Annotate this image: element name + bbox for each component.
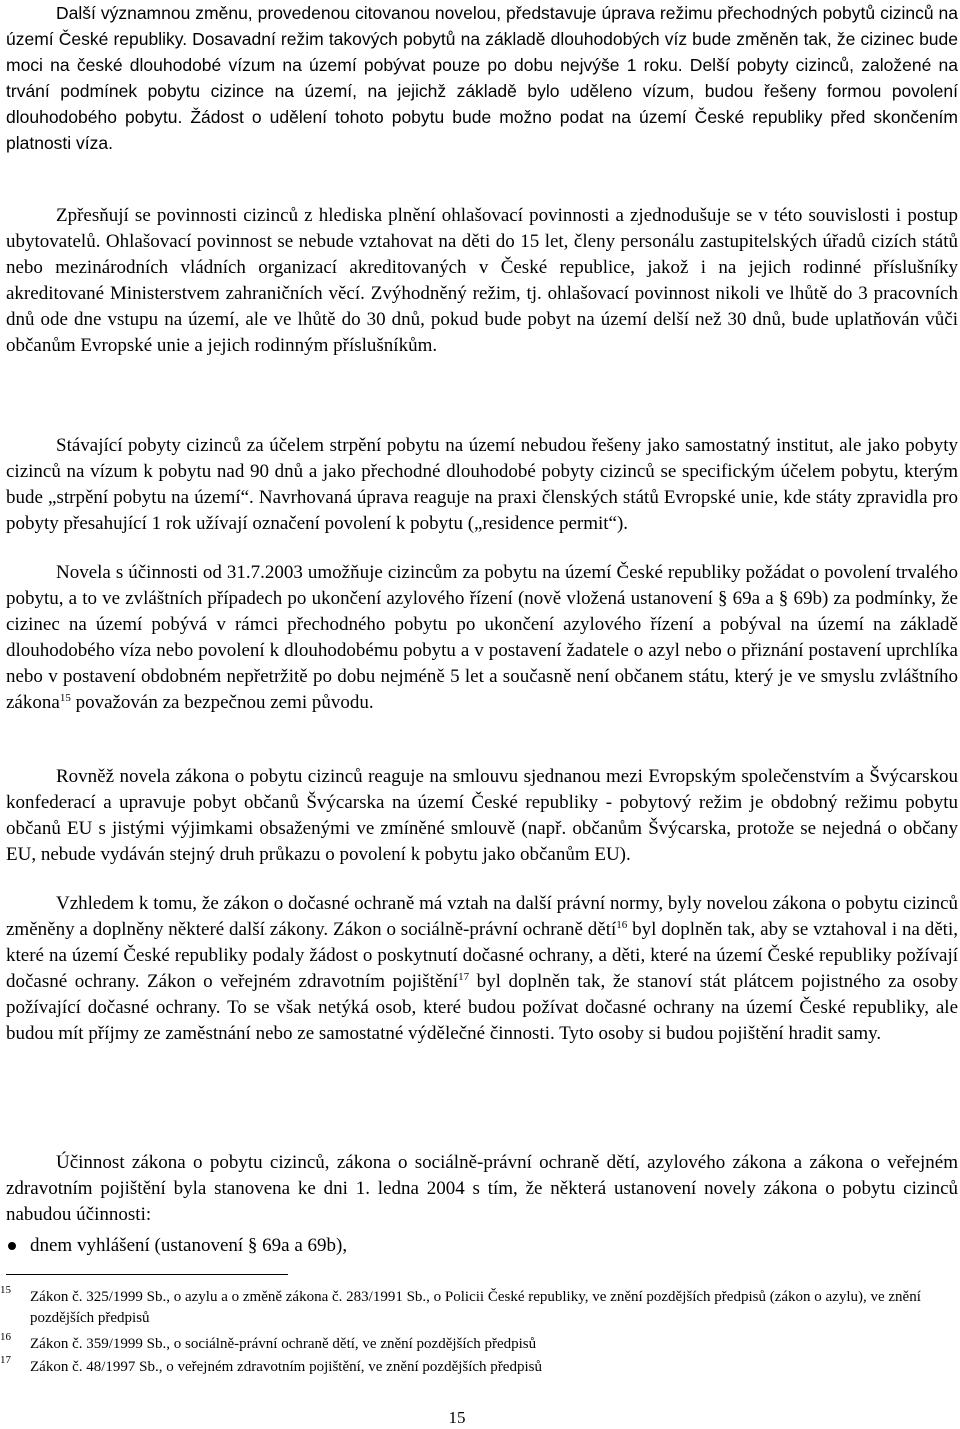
footnote-16 xyxy=(0,1331,958,1355)
paragraph-temporary-protection xyxy=(6,891,958,1047)
paragraph-toleration-stays: Stávající pobyty cizinců za účelem strpění pobytu na území nebudou řešeny jako samostatný institut, ale jako pobyty cizinců na vízum k pobytu nad 90 dnů a jako přechodné dlouhodobé pobyty cizinců se specifickým účelem pobytu, kterým bude „strpění pobytu na území“. Navrhovaná úprava reaguje na praxi členských států Evropské unie, kde státy zpravidla pro pobyty přesahující 1 rok užívají označení povolení k pobytu („residence permit“). xyxy=(6,435,958,534)
paragraph-text: považován za bezpečnou zemi původu. xyxy=(75,692,374,713)
bullet-item xyxy=(6,1233,958,1259)
paragraph-permanent-residence xyxy=(6,560,958,716)
footnote-separator xyxy=(6,1274,288,1275)
bullet-text: dnem vyhlášení (ustanovení § 69a a 69b), xyxy=(30,1235,348,1256)
footnote-17 xyxy=(0,1354,958,1378)
paragraph-reporting-duty: Zpřesňují se povinnosti cizinců z hlediska plnění ohlašovací povinnosti a zjednodušuje se v této souvislosti i postup ubytovatelů. Ohlašovací povinnost se nebude vztahovat na děti do 15 let, členy personálu zastupitelských úřadů cizích států nebo mezinárodních vládních organizací akreditovaných v České republice, jakož i na jejich rodinné příslušníky akreditované Ministerstvem zahraničních věcí. Zvýhodněný režim, tj. ohlašovací povinnost nikoli ve lhůtě do 3 pracovních dnů ode dne vstupu na území, ale ve lhůtě do 30 dnů, pokud bude pobyt na území delší než 30 dnů, bude uplatňován vůči občanům Evropské unie a jejich rodinným příslušníkům. xyxy=(6,205,958,356)
paragraph-transitional-stays: Další významnou změnu, provedenou citovanou novelou, představuje úprava režimu přechodných pobytů cizinců na území České republiky. Dosavadní režim takových pobytů na základě dlouhodobých víz bude změněn tak, že cizinec bude moci na české dlouhodobé vízum na území pobývat pouze po dobu nejvýše 1 roku. Delší pobyty cizinců, založené na trvání podmínek pobytu cizince na území, na jejichž základě bylo uděleno vízum, budou řešeny formou povolení dlouhodobého pobytu. Žádost o udělení tohoto pobytu bude možno podat na území České republiky před skončením platnosti víza. xyxy=(6,3,958,153)
paragraph-effective-date: Účinnost zákona o pobytu cizinců, zákona o sociálně-právní ochraně dětí, azylového zákona a zákona o veřejném zdravotním pojištění byla stanovena ke dni 1. ledna 2004 s tím, že některá ustanovení novely zákona o pobytu cizinců nabudou účinnosti: xyxy=(6,1152,958,1225)
paragraph-text: Novela s účinnosti od 31.7.2003 umožňuje cizincům za pobytu na území České republiky požádat o povolení trvalého pobytu, a to ve zvláštních případech po ukončení azylového řízení (nově vložená ustanovení § 69a a § 69b) za podmínky, že cizinec na území pobývá v rámci přechodného pobytu po ukončení azylového řízení a pobýval na území na základě dlouhodobého víza nebo povolení k dlouhodobému pobytu a v postavení žadatele o azyl nebo o přiznání postavení uprchlíka nebo v postavení obdobném nepřetržitě po dobu nejméně 5 let a současně není občanem státu, který je ve smyslu zvláštního zákona xyxy=(6,562,958,713)
footnote-ref-17: 17 xyxy=(458,971,470,983)
footnote-number: 17 xyxy=(0,1354,11,1366)
bullet-icon xyxy=(8,1242,16,1250)
footnote-15 xyxy=(0,1284,958,1329)
footnote-text: Zákon č. 48/1997 Sb., o veřejném zdravotním pojištění, ve znění pozdějších předpisů xyxy=(30,1359,542,1375)
footnote-text: Zákon č. 325/1999 Sb., o azylu a o změně zákona č. 283/1991 Sb., o Policii České republiky, ve znění pozdějších předpisů (zákon o azylu), ve znění pozdějších předpisů xyxy=(30,1289,921,1326)
paragraph-switzerland: Rovněž novela zákona o pobytu cizinců reaguje na smlouvu sjednanou mezi Evropským společenstvím a Švýcarskou konfederací a upravuje pobyt občanů Švýcarska na území České republiky - pobytový režim je obdobný režimu pobytu občanů EU s jistými výjimkami obsaženými ve zmíněné smlouvě (např. občanům Švýcarska, protože se nejedná o občany EU, nebude vydáván stejný druh průkazu o povolení k pobytu jako občanům EU). xyxy=(6,766,958,865)
footnote-ref-15: 15 xyxy=(59,692,71,704)
footnote-text: Zákon č. 359/1999 Sb., o sociálně-právní ochraně dětí, ve znění pozdějších předpisů xyxy=(30,1336,537,1352)
footnote-ref-16: 16 xyxy=(616,919,628,931)
footnote-number: 15 xyxy=(0,1284,11,1296)
paragraph-text: byl doplněn tak, aby se vztahoval i na děti, které na území České republiky podaly žádost o poskytnutí dočasné ochrany, a děti, které na území České republiky požívají dočasné ochrany. Zákon o veřejném zdravotním pojištění xyxy=(6,919,958,992)
paragraph-text: byl doplněn tak, že stanoví stát plátcem pojistného za osoby požívající dočasné ochrany. To se však netýká osob, které budou požívat dočasné ochrany na území České republiky, ale budou mít příjmy ze zaměstnání nebo ze samostatné výdělečné činnosti. Tyto osoby si budou pojištění hradit samy. xyxy=(6,971,958,1044)
paragraph-text: Vzhledem k tomu, že zákon o dočasné ochraně má vztah na další právní normy, byly novelou zákona o pobytu cizinců změněny a doplněny některé další zákony. Zákon o sociálně-právní ochraně dětí xyxy=(6,893,958,940)
footnote-number: 16 xyxy=(0,1331,11,1343)
page-number: 15 xyxy=(448,1408,466,1427)
